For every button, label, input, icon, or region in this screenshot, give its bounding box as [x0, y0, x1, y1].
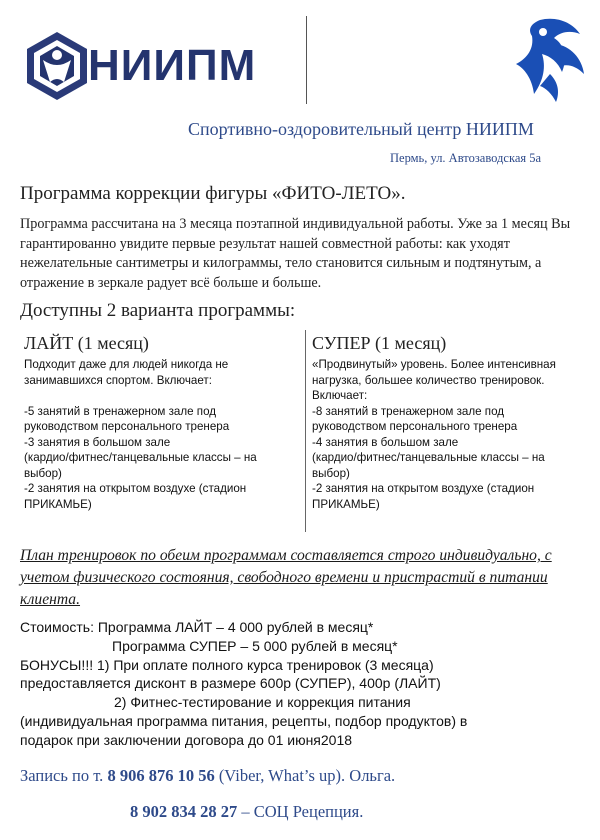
super-line: (кардио/фитнес/танцевальные классы – на [312, 451, 545, 464]
super-heading: СУПЕР (1 месяц) [312, 333, 447, 353]
bonus-line: 2) Фитнес-тестирование и коррекция питания [114, 694, 411, 711]
super-line: нагрузка, большее количество тренировок. [312, 373, 545, 387]
super-line: ПРИКАМЬЕ) [312, 497, 380, 511]
lite-line: ПРИКАМЬЕ) [24, 497, 92, 511]
lite-line: (кардио/фитнес/танцевальные классы – на [24, 451, 257, 464]
super-line: -8 занятий в тренажерном зале под [312, 404, 505, 418]
logo-hexagon-icon [24, 30, 90, 102]
program-title: Программа коррекции фигуры «ФИТО-ЛЕТО». [20, 183, 406, 204]
lite-line: занимавшихся спортом. Включает: [24, 373, 212, 387]
reception-suffix: – СОЦ Рецепция. [237, 802, 364, 821]
signup-suffix: (Viber, What’s up). Ольга. [214, 766, 396, 785]
reception-line [130, 802, 363, 822]
phone-olga[interactable]: 8 906 876 10 56 [107, 766, 215, 785]
center-name: Спортивно-оздоровительный центр НИИПМ [188, 119, 534, 139]
pricing-block [20, 618, 600, 750]
super-line: выбор) [312, 466, 350, 480]
lite-line: -5 занятий в тренажерном зале под [24, 404, 217, 418]
logo-wordmark: НИИПМ [88, 41, 257, 90]
bonus-line: подарок при заключении договора до 01 июня2018 [20, 731, 353, 748]
cost-super: Программа СУПЕР – 5 000 рублей в месяц* [112, 637, 398, 654]
super-line: -2 занятия на открытом воздухе (стадион [312, 482, 535, 495]
header-divider [306, 16, 307, 104]
super-line: -4 занятия в большом зале [312, 435, 459, 449]
super-line: руководством персонального тренера [312, 420, 518, 433]
brand-figure-icon [510, 14, 590, 104]
lite-line: руководством персонального тренера [24, 420, 230, 433]
bonus-line: предоставляется дисконт в размере 600р (СУПЕР), 400р (ЛАЙТ) [20, 675, 441, 692]
bonus-line: (индивидуальная программа питания, рецепты, подбор продуктов) в [20, 712, 468, 729]
lite-heading: ЛАЙТ (1 месяц) [24, 333, 149, 353]
phone-reception[interactable]: 8 902 834 28 27 [130, 802, 238, 821]
lite-description [24, 357, 302, 512]
variants-heading: Доступны 2 варианта программы: [20, 300, 296, 321]
bonus-line: БОНУСЫ!!! 1) При оплате полного курса тренировок (3 месяца) [20, 656, 434, 673]
super-line: Включает: [312, 389, 368, 402]
lite-line: -2 занятия на открытом воздухе (стадион [24, 482, 247, 495]
cost-lite: Стоимость: Программа ЛАЙТ – 4 000 рублей в месяц* [20, 619, 374, 635]
super-description [312, 357, 592, 512]
plan-note: План тренировок по обеим программам составляется строго индивидуально, с учетом физического состояния, свободного времени и пристрастий в питании клиента. [20, 547, 552, 608]
signup-line [20, 766, 395, 786]
column-divider [305, 330, 306, 532]
lite-line: -3 занятия в большом зале [24, 435, 171, 449]
super-line: «Продвинутый» уровень. Более интенсивная [312, 358, 556, 371]
address: Пермь, ул. Автозаводская 5а [390, 151, 542, 165]
program-intro: Программа рассчитана на 3 месяца поэтапной индивидуальной работы. Уже за 1 месяц Вы гарантированно увидите первые результат нашей совместной работы: как уходят нежелательные сантиметры и килограммы, тело становится сильным и подтянутым, а отражение в зеркале радует всё больше и больше. [20, 216, 571, 291]
lite-line: выбор) [24, 466, 62, 480]
signup-prefix: Запись по т. [20, 766, 108, 785]
lite-line: Подходит даже для людей никогда не [24, 358, 229, 371]
